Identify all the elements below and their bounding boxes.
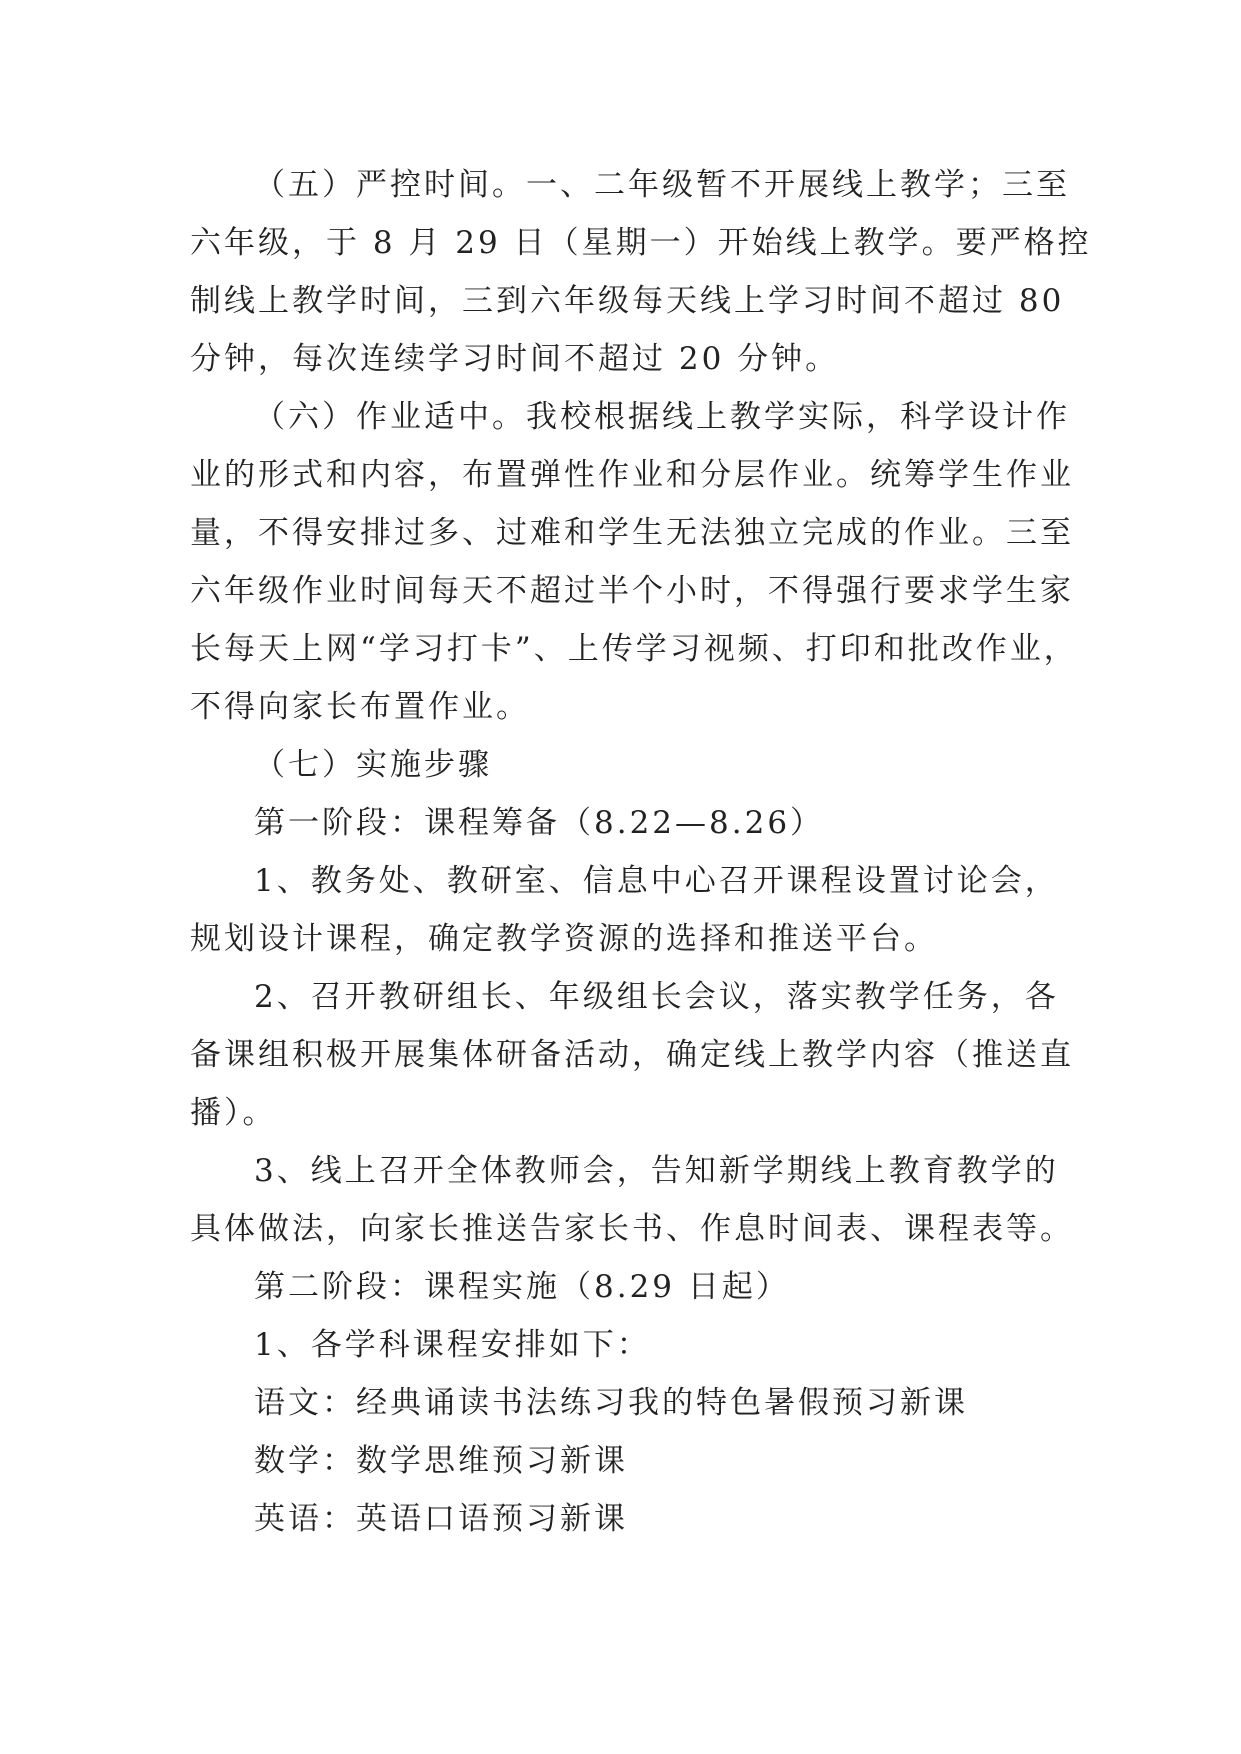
text-line: 规划设计课程，确定教学资源的选择和推送平台。	[190, 921, 938, 957]
paragraph-stage-one-item-3	[190, 1142, 1074, 1258]
heading-stage-one	[190, 794, 1070, 852]
text-line: 长每天上网“学习打卡”、上传学习视频、打印和批改作业，	[190, 631, 1078, 667]
text-line: 第一阶段：课程筹备（8.22—8.26）	[254, 805, 825, 841]
paragraph-time-control	[190, 156, 1092, 388]
text-line: 播）。	[190, 1095, 277, 1131]
subject-english	[190, 1490, 1070, 1548]
text-line: 具体做法，向家长推送告家长书、作息时间表、课程表等。	[190, 1211, 1074, 1247]
text-line: （七）实施步骤	[254, 747, 492, 783]
subject-chinese	[190, 1374, 1070, 1432]
text-line: 3、线上召开全体教师会，告知新学期线上教育教学的	[254, 1153, 1059, 1189]
text-line: 英语：英语口语预习新课	[254, 1501, 628, 1537]
text-line: 1、教务处、教研室、信息中心召开课程设置讨论会，	[254, 863, 1059, 899]
text-line: 语文：经典诵读书法练习我的特色暑假预习新课	[254, 1385, 968, 1421]
text-line: 备课组积极开展集体研备活动，确定线上教学内容（推送直	[190, 1037, 1074, 1073]
subject-math	[190, 1432, 1070, 1490]
text-line: 分钟，每次连续学习时间不超过 20 分钟。	[190, 341, 840, 377]
text-line: 1、各学科课程安排如下：	[254, 1327, 651, 1363]
text-line: 2、召开教研组长、年级组长会议，落实教学任务，各	[254, 979, 1059, 1015]
heading-stage-two	[190, 1258, 1070, 1316]
text-line: 业的形式和内容，布置弹性作业和分层作业。统筹学生作业	[190, 457, 1074, 493]
paragraph-stage-two-item-1	[190, 1316, 1070, 1374]
text-line: 不得向家长布置作业。	[190, 689, 530, 725]
text-line: 数学：数学思维预习新课	[254, 1443, 628, 1479]
paragraph-stage-one-item-2	[190, 968, 1074, 1142]
text-line: 量，不得安排过多、过难和学生无法独立完成的作业。三至	[190, 515, 1074, 551]
text-line: （六）作业适中。我校根据线上教学实际，科学设计作	[254, 399, 1070, 435]
text-line: 六年级作业时间每天不超过半个小时，不得强行要求学生家	[190, 573, 1074, 609]
text-line: 六年级，于 8 月 29 日（星期一）开始线上教学。要严格控	[190, 225, 1092, 261]
heading-implementation-steps	[190, 736, 1070, 794]
text-line: （五）严控时间。一、二年级暂不开展线上教学；三至	[254, 167, 1070, 203]
paragraph-stage-one-item-1	[190, 852, 1070, 968]
document-body	[190, 156, 1092, 1548]
text-line: 第二阶段：课程实施（8.29 日起）	[254, 1269, 790, 1305]
text-line: 制线上教学时间，三到六年级每天线上学习时间不超过 80	[190, 283, 1065, 319]
paragraph-homework	[190, 388, 1078, 736]
